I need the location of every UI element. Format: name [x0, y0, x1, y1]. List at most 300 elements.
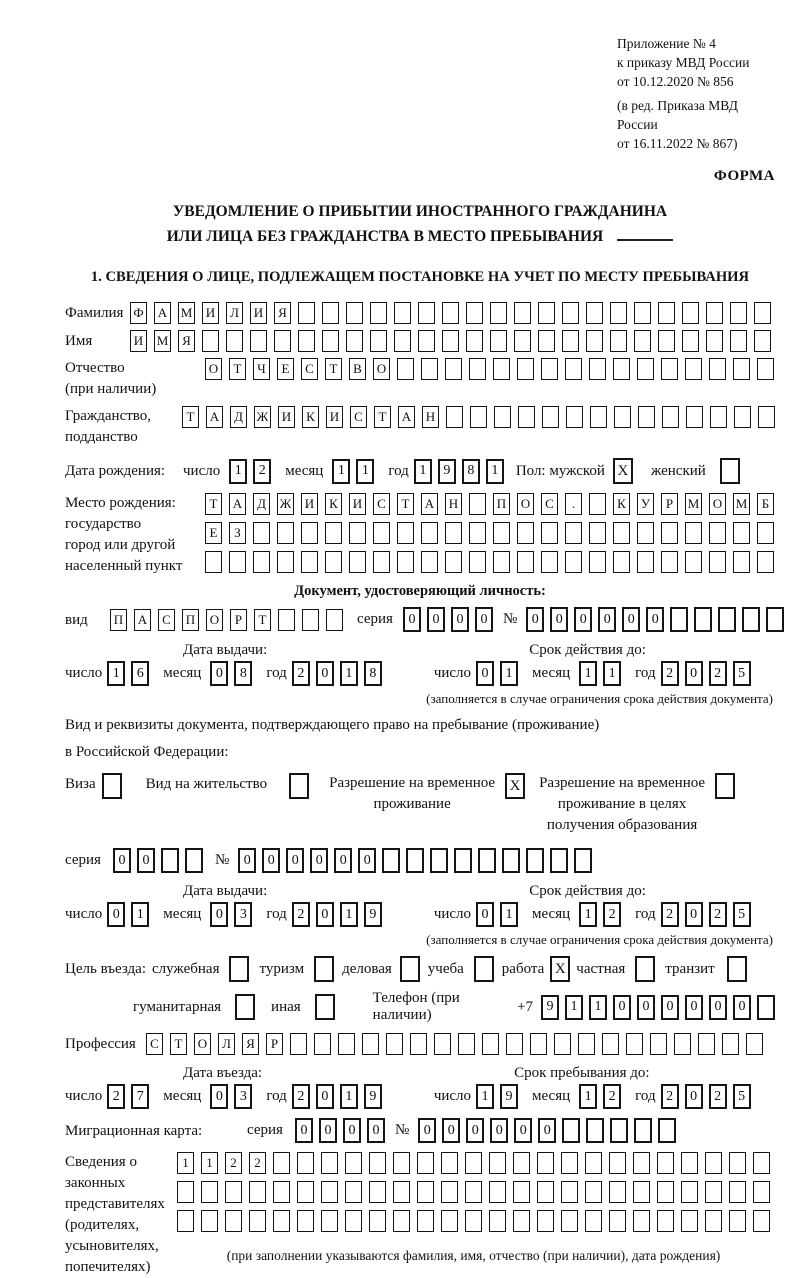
- char-cell: [706, 330, 723, 352]
- representatives-label-line-4: (родителях,: [65, 1217, 140, 1233]
- patronymic-label-line-1: Отчество: [65, 360, 125, 376]
- char-cell: [637, 522, 654, 544]
- char-cell: [681, 1181, 698, 1203]
- char-cell: [465, 1181, 482, 1203]
- char-cell: К: [613, 493, 630, 515]
- form-title-line-2-text: ИЛИ ЛИЦА БЕЗ ГРАЖДАНСТВА В МЕСТО ПРЕБЫВАНИЯ: [166, 228, 604, 245]
- char-cell: .: [565, 493, 582, 515]
- visa-checkbox: [102, 773, 122, 799]
- char-cell: С: [301, 358, 318, 380]
- char-cell: 1: [340, 661, 358, 686]
- resident-doc-dates-head: [65, 883, 775, 900]
- char-cell: У: [637, 493, 654, 515]
- char-cell: 0: [475, 607, 493, 632]
- char-cell: [201, 1181, 218, 1203]
- char-cell: [393, 1210, 410, 1232]
- char-cell: 0: [514, 1118, 532, 1143]
- char-cell: А: [421, 493, 438, 515]
- char-cell: 0: [685, 995, 703, 1020]
- id-number-boxes: [526, 607, 784, 632]
- char-cell: [349, 522, 366, 544]
- char-cell: [274, 330, 291, 352]
- char-cell: 0: [358, 848, 376, 873]
- char-cell: [746, 1033, 763, 1055]
- char-cell: 1: [131, 902, 149, 927]
- rvp-education-label-line-1: Разрешение на временное: [539, 775, 706, 791]
- char-cell: 1: [356, 459, 374, 484]
- char-cell: С: [373, 493, 390, 515]
- char-cell: [753, 1210, 770, 1232]
- char-cell: С: [350, 406, 367, 428]
- purpose-humanitarian-label: гуманитарная: [133, 998, 222, 1015]
- char-cell: [226, 330, 243, 352]
- char-cell: [458, 1033, 475, 1055]
- char-cell: [513, 1181, 530, 1203]
- residence-permit-label: Вид на жительство: [145, 776, 268, 792]
- char-cell: [694, 607, 712, 632]
- id-series-label: серия: [357, 611, 393, 627]
- profession-row: [65, 1033, 775, 1055]
- char-cell: [602, 1033, 619, 1055]
- resident-doc-line-1: Вид и реквизиты документа, подтверждающего право на пребывание (проживание): [65, 717, 600, 733]
- char-cell: [538, 330, 555, 352]
- char-cell: [590, 406, 607, 428]
- char-cell: [201, 1210, 218, 1232]
- char-cell: 8: [364, 661, 382, 686]
- res-valid-until-label: Срок действия до:: [529, 883, 646, 899]
- representatives-boxes-row-3: [177, 1210, 770, 1232]
- char-cell: [542, 406, 559, 428]
- char-cell: [565, 522, 582, 544]
- char-cell: 2: [292, 1084, 310, 1109]
- res-issue-day-label: число: [65, 906, 103, 922]
- char-cell: [393, 1152, 410, 1174]
- appendix-line-1: Приложение № 4: [617, 36, 716, 51]
- id-doc-header: Документ, удостоверяющий личность:: [294, 583, 546, 599]
- char-cell: [446, 406, 463, 428]
- char-cell: Р: [266, 1033, 283, 1055]
- char-cell: [273, 1152, 290, 1174]
- char-cell: 1: [414, 459, 432, 484]
- id-valid-until-label: Срок действия до:: [529, 642, 646, 658]
- id-issue-year-label: год: [266, 665, 287, 681]
- char-cell: Т: [170, 1033, 187, 1055]
- char-cell: [537, 1152, 554, 1174]
- id-issue-month-label: месяц: [163, 665, 202, 681]
- char-cell: [346, 330, 363, 352]
- char-cell: [586, 330, 603, 352]
- char-cell: [710, 406, 727, 428]
- char-cell: [417, 1152, 434, 1174]
- char-cell: 0: [490, 1118, 508, 1143]
- char-cell: 1: [476, 1084, 494, 1109]
- char-cell: 2: [661, 1084, 679, 1109]
- char-cell: 9: [364, 902, 382, 927]
- char-cell: 2: [249, 1152, 266, 1174]
- char-cell: [321, 1210, 338, 1232]
- char-cell: [502, 848, 520, 873]
- entry-dates-row: [65, 1084, 775, 1109]
- representatives-boxes: [177, 1152, 770, 1232]
- char-cell: Т: [374, 406, 391, 428]
- representatives-row: [65, 1152, 775, 1278]
- char-cell: 0: [310, 848, 328, 873]
- char-cell: [682, 330, 699, 352]
- char-cell: [589, 493, 606, 515]
- char-cell: 1: [486, 459, 504, 484]
- char-cell: [517, 358, 534, 380]
- char-cell: [633, 1210, 650, 1232]
- char-cell: [346, 302, 363, 324]
- char-cell: [249, 1210, 266, 1232]
- char-cell: 0: [262, 848, 280, 873]
- char-cell: [205, 551, 222, 573]
- char-cell: Р: [661, 493, 678, 515]
- char-cell: [686, 406, 703, 428]
- char-cell: [418, 302, 435, 324]
- char-cell: [229, 551, 246, 573]
- char-cell: Т: [254, 609, 271, 631]
- char-cell: 1: [579, 661, 597, 686]
- char-cell: 1: [340, 902, 358, 927]
- patronymic-row: [65, 358, 775, 400]
- form-title: [65, 199, 775, 249]
- representatives-label-line-2: законных: [65, 1175, 126, 1191]
- char-cell: [297, 1181, 314, 1203]
- char-cell: [757, 551, 774, 573]
- char-cell: [610, 330, 627, 352]
- rvp-label-line-2: проживание: [373, 796, 451, 812]
- char-cell: [421, 358, 438, 380]
- char-cell: [441, 1181, 458, 1203]
- char-cell: Н: [422, 406, 439, 428]
- purpose-row-1: [65, 956, 775, 982]
- char-cell: [637, 358, 654, 380]
- char-cell: 0: [238, 848, 256, 873]
- residence-permit-checkbox: [289, 773, 309, 799]
- citizenship-boxes: [182, 406, 775, 428]
- char-cell: О: [205, 358, 222, 380]
- char-cell: К: [302, 406, 319, 428]
- char-cell: [469, 493, 486, 515]
- char-cell: 0: [113, 848, 131, 873]
- char-cell: [613, 358, 630, 380]
- char-cell: [278, 609, 295, 631]
- title-blank-line: [617, 227, 673, 241]
- char-cell: И: [278, 406, 295, 428]
- char-cell: [562, 1118, 580, 1143]
- stay-month-boxes: [579, 1084, 621, 1109]
- birth-day-boxes: [229, 459, 271, 484]
- resident-doc-series-row: [65, 848, 775, 873]
- char-cell: О: [194, 1033, 211, 1055]
- char-cell: [589, 522, 606, 544]
- char-cell: [670, 607, 688, 632]
- char-cell: [609, 1181, 626, 1203]
- purpose-study-checkbox: [474, 956, 494, 982]
- char-cell: 9: [541, 995, 559, 1020]
- char-cell: 1: [201, 1152, 218, 1174]
- char-cell: [430, 848, 448, 873]
- appendix-block: [617, 34, 775, 153]
- char-cell: 0: [526, 607, 544, 632]
- purpose-work-label: работа: [501, 960, 545, 977]
- char-cell: [753, 1181, 770, 1203]
- char-cell: 0: [733, 995, 751, 1020]
- char-cell: [561, 1210, 578, 1232]
- representatives-boxes-row-1: [177, 1152, 770, 1174]
- char-cell: [417, 1181, 434, 1203]
- representatives-label-line-3: представителях: [65, 1196, 165, 1212]
- char-cell: Е: [277, 358, 294, 380]
- purpose-private-checkbox: [635, 956, 655, 982]
- char-cell: [650, 1033, 667, 1055]
- char-cell: [465, 1152, 482, 1174]
- birth-year-label: год: [388, 462, 409, 479]
- char-cell: [626, 1033, 643, 1055]
- char-cell: [565, 358, 582, 380]
- char-cell: [517, 522, 534, 544]
- sex-male-label: Пол: мужской: [515, 462, 605, 479]
- id-valid-year-label: год: [635, 665, 656, 681]
- migration-card-row: [65, 1118, 775, 1143]
- char-cell: Я: [242, 1033, 259, 1055]
- char-cell: [441, 1152, 458, 1174]
- char-cell: [397, 522, 414, 544]
- char-cell: 0: [343, 1118, 361, 1143]
- char-cell: [530, 1033, 547, 1055]
- char-cell: [421, 522, 438, 544]
- char-cell: [657, 1152, 674, 1174]
- citizenship-label-line-2: подданство: [65, 429, 138, 445]
- rvp-label-line-1: Разрешение на временное: [329, 775, 496, 791]
- char-cell: 1: [229, 459, 247, 484]
- char-cell: Б: [757, 493, 774, 515]
- char-cell: [442, 302, 459, 324]
- id-issue-date-label: Дата выдачи:: [183, 642, 268, 658]
- char-cell: [445, 358, 462, 380]
- char-cell: М: [733, 493, 750, 515]
- char-cell: 0: [685, 902, 703, 927]
- id-issue-day-label: число: [65, 665, 103, 681]
- char-cell: [730, 302, 747, 324]
- resident-doc-line-2: в Российской Федерации:: [65, 744, 229, 760]
- char-cell: [685, 358, 702, 380]
- char-cell: С: [158, 609, 175, 631]
- char-cell: 1: [565, 995, 583, 1020]
- char-cell: [682, 302, 699, 324]
- name-boxes: [130, 330, 771, 352]
- rvp-label: [329, 773, 495, 815]
- birthplace-label-line-2: государство: [65, 516, 142, 532]
- char-cell: 0: [538, 1118, 556, 1143]
- char-cell: 0: [476, 902, 494, 927]
- phone-label: Телефон (при наличии): [372, 990, 460, 1023]
- char-cell: 0: [107, 902, 125, 927]
- char-cell: 8: [234, 661, 252, 686]
- citizenship-label: [65, 406, 182, 448]
- res-valid-day-label: число: [433, 906, 472, 922]
- char-cell: И: [301, 493, 318, 515]
- char-cell: И: [202, 302, 219, 324]
- char-cell: [658, 1118, 676, 1143]
- visa-label: Виза: [65, 776, 96, 792]
- char-cell: [541, 551, 558, 573]
- patronymic-label: [65, 358, 205, 400]
- char-cell: 0: [295, 1118, 313, 1143]
- birthplace-boxes-row-3: [205, 551, 774, 573]
- char-cell: [758, 406, 775, 428]
- entry-date-label: Дата въезда:: [183, 1065, 263, 1081]
- char-cell: [314, 1033, 331, 1055]
- id-kind-label: вид: [65, 611, 88, 628]
- appendix-line-5: от 16.11.2022 № 867): [617, 136, 738, 151]
- char-cell: М: [178, 302, 195, 324]
- char-cell: 0: [418, 1118, 436, 1143]
- representatives-label-line-6: попечителях): [65, 1259, 151, 1275]
- char-cell: [445, 551, 462, 573]
- purpose-official-checkbox: [229, 956, 249, 982]
- char-cell: 0: [598, 607, 616, 632]
- char-cell: [345, 1152, 362, 1174]
- res-issue-day-boxes: [107, 902, 149, 927]
- char-cell: 9: [500, 1084, 518, 1109]
- char-cell: [494, 406, 511, 428]
- char-cell: [722, 1033, 739, 1055]
- char-cell: 0: [685, 661, 703, 686]
- form-title-line-2: [65, 224, 775, 249]
- stay-year-boxes: [661, 1084, 751, 1109]
- char-cell: П: [110, 609, 127, 631]
- char-cell: [518, 406, 535, 428]
- char-cell: В: [349, 358, 366, 380]
- representatives-label-line-5: усыновителях,: [65, 1238, 159, 1254]
- char-cell: [709, 522, 726, 544]
- purpose-label: Цель въезда:: [65, 960, 146, 977]
- char-cell: [506, 1033, 523, 1055]
- char-cell: [322, 330, 339, 352]
- form-label: ФОРМА: [713, 168, 775, 184]
- char-cell: С: [541, 493, 558, 515]
- char-cell: [469, 358, 486, 380]
- res-valid-month-boxes: [579, 902, 621, 927]
- purpose-other-label: иная: [271, 998, 301, 1015]
- char-cell: [757, 995, 775, 1020]
- char-cell: [705, 1210, 722, 1232]
- stay-day-label: число: [433, 1088, 472, 1104]
- char-cell: [633, 1152, 650, 1174]
- res-issue-year-label: год: [266, 906, 287, 922]
- char-cell: [609, 1210, 626, 1232]
- char-cell: [369, 1181, 386, 1203]
- char-cell: [421, 551, 438, 573]
- char-cell: [442, 330, 459, 352]
- char-cell: [161, 848, 179, 873]
- res-series-boxes: [113, 848, 203, 873]
- char-cell: [526, 848, 544, 873]
- char-cell: 0: [622, 607, 640, 632]
- char-cell: Я: [178, 330, 195, 352]
- char-cell: А: [229, 493, 246, 515]
- char-cell: [253, 522, 270, 544]
- purpose-business-label: деловая: [342, 960, 392, 977]
- char-cell: [733, 551, 750, 573]
- char-cell: [733, 358, 750, 380]
- char-cell: [490, 302, 507, 324]
- char-cell: [729, 1210, 746, 1232]
- char-cell: А: [134, 609, 151, 631]
- id-doc-dates-head: [65, 642, 775, 659]
- char-cell: [610, 1118, 628, 1143]
- char-cell: [249, 1181, 266, 1203]
- sex-female-label: женский: [650, 462, 706, 479]
- char-cell: [301, 522, 318, 544]
- purpose-tourism-checkbox: [314, 956, 334, 982]
- char-cell: 0: [574, 607, 592, 632]
- char-cell: 0: [427, 607, 445, 632]
- sex-female-checkbox: [720, 458, 740, 484]
- char-cell: [561, 1181, 578, 1203]
- char-cell: [517, 551, 534, 573]
- char-cell: П: [182, 609, 199, 631]
- char-cell: 9: [364, 1084, 382, 1109]
- char-cell: 0: [661, 995, 679, 1020]
- purpose-work-checkbox: X: [550, 956, 570, 982]
- char-cell: [322, 302, 339, 324]
- char-cell: [578, 1033, 595, 1055]
- char-cell: [634, 330, 651, 352]
- birthplace-row: [65, 493, 775, 577]
- id-valid-month-label: месяц: [532, 665, 571, 681]
- char-cell: Р: [230, 609, 247, 631]
- char-cell: 1: [340, 1084, 358, 1109]
- name-row: [65, 330, 775, 352]
- id-valid-year-boxes: [661, 661, 751, 686]
- char-cell: 0: [316, 1084, 334, 1109]
- char-cell: [325, 551, 342, 573]
- char-cell: [513, 1210, 530, 1232]
- char-cell: [482, 1033, 499, 1055]
- char-cell: [550, 848, 568, 873]
- char-cell: 0: [466, 1118, 484, 1143]
- purpose-row-2: [65, 990, 775, 1024]
- char-cell: [574, 848, 592, 873]
- appendix-line-4: (в ред. Приказа МВД России: [617, 98, 738, 132]
- stay-until-label: Срок пребывания до:: [514, 1065, 650, 1081]
- char-cell: [470, 406, 487, 428]
- res-number-boxes: [238, 848, 592, 873]
- purpose-other-checkbox: [315, 994, 335, 1020]
- char-cell: 0: [709, 995, 727, 1020]
- char-cell: 0: [613, 995, 631, 1020]
- birthdate-row: [65, 458, 775, 484]
- stay-month-label: месяц: [532, 1088, 571, 1104]
- char-cell: 0: [137, 848, 155, 873]
- char-cell: 2: [661, 661, 679, 686]
- entry-month-boxes: [210, 1084, 252, 1109]
- char-cell: 0: [637, 995, 655, 1020]
- char-cell: [301, 551, 318, 573]
- birthplace-label-line-1: Место рождения:: [65, 495, 176, 511]
- char-cell: [369, 1152, 386, 1174]
- char-cell: [370, 330, 387, 352]
- res-valid-day-boxes: [476, 902, 518, 927]
- char-cell: 0: [403, 607, 421, 632]
- res-series-label: серия: [65, 852, 101, 868]
- birth-day-label: число: [183, 462, 221, 479]
- char-cell: 3: [234, 902, 252, 927]
- char-cell: 9: [438, 459, 456, 484]
